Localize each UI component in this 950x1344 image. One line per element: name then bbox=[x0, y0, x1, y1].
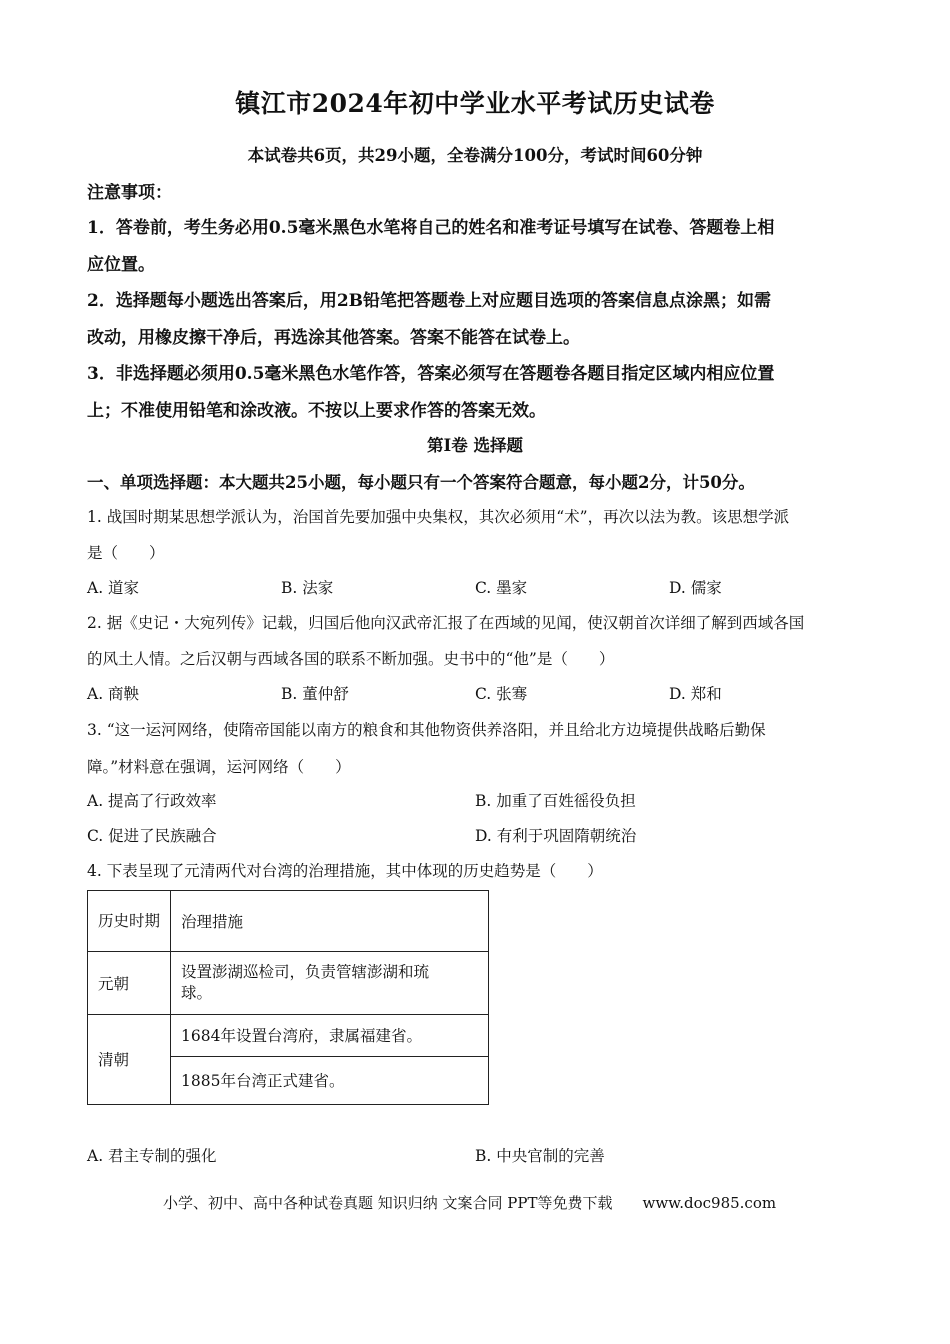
question-1-option-c: C. 墨家 bbox=[475, 579, 528, 597]
question-3-line-1: 3. “这一运河网络，使隋帝国能以南方的粮食和其他物资供养洛阳，并且给北方边境提供战略后勤保 bbox=[87, 721, 766, 739]
question-1-line-2: 是（ ） bbox=[87, 544, 165, 562]
section-title: 第Ⅰ卷 选择题 bbox=[427, 436, 523, 455]
question-4-line-1: 4. 下表呈现了元清两代对台湾的治理措施，其中体现的历史趋势是（ ） bbox=[87, 862, 603, 880]
question-2-line-1: 2. 据《史记・大宛列传》记载，归国后他向汉武帝汇报了在西域的见闻，使汉朝首次详细了解到西域各国 bbox=[87, 614, 805, 632]
question-1-option-b: B. 法家 bbox=[281, 579, 334, 597]
yuan-measure-cell: 设置澎湖巡检司，负责管辖澎湖和琉球。 bbox=[171, 952, 489, 1014]
question-1-option-d: D. 儒家 bbox=[669, 579, 722, 597]
qing-measure-1-cell: 1684年设置台湾府，隶属福建省。 bbox=[171, 1014, 489, 1056]
table-row bbox=[88, 891, 489, 952]
table-row bbox=[88, 952, 489, 1014]
question-2-option-d: D. 郑和 bbox=[669, 685, 722, 703]
question-2-line-2: 的风土人情。之后汉朝与西域各国的联系不断加强。史书中的“他”是（ ） bbox=[87, 650, 615, 668]
question-2-option-b: B. 董仲舒 bbox=[281, 685, 349, 703]
notice-item-3-line-1: 3．非选择题必须用0.5毫米黑色水笔作答，答案必须写在答题卷各题目指定区域内相应位置 bbox=[87, 364, 775, 384]
notice-item-1-line-1: 1．答卷前，考生务必用0.5毫米黑色水笔将自己的姓名和准考证号填写在试卷、答题卷上相 bbox=[87, 218, 775, 238]
question-3-option-c: C. 促进了民族融合 bbox=[87, 827, 217, 845]
governance-table bbox=[87, 890, 489, 1105]
qing-period-cell: 清朝 bbox=[88, 1014, 171, 1104]
question-1-option-a: A. 道家 bbox=[87, 579, 140, 597]
header-period-cell: 历史时期 bbox=[88, 891, 171, 952]
table-row bbox=[88, 1014, 489, 1056]
question-1-line-1: 1. 战国时期某思想学派认为，治国首先要加强中央集权，其次必须用“术”，再次以法为教。该思想学派 bbox=[87, 508, 790, 526]
exam-title: 镇江市2024年初中学业水平考试历史试卷 bbox=[235, 89, 715, 118]
notice-item-1-line-2: 应位置。 bbox=[87, 255, 155, 275]
notice-heading: 注意事项： bbox=[87, 183, 172, 203]
part-one-instructions: 一、单项选择题：本大题共25小题，每小题只有一个答案符合题意，每小题2分，计50分。 bbox=[87, 473, 755, 492]
question-4-option-b: B. 中央官制的完善 bbox=[475, 1147, 605, 1165]
question-2-option-a: A. 商鞅 bbox=[87, 685, 140, 703]
question-3-option-d: D. 有利于巩固隋朝统治 bbox=[475, 827, 637, 845]
notice-item-2-line-2: 改动，用橡皮擦干净后，再选涂其他答案。答案不能答在试卷上。 bbox=[87, 328, 580, 348]
question-3-option-a: A. 提高了行政效率 bbox=[87, 792, 217, 810]
page-footer: 小学、初中、高中各种试卷真题 知识归纳 文案合同 PPT等免费下载 www.doc985.com bbox=[163, 1194, 777, 1212]
question-3-option-b: B. 加重了百姓徭役负担 bbox=[475, 792, 636, 810]
question-2-option-c: C. 张骞 bbox=[475, 685, 528, 703]
exam-subtitle: 本试卷共6页，共29小题，全卷满分100分，考试时间60分钟 bbox=[247, 146, 703, 165]
notice-item-3-line-2: 上；不准使用铅笔和涂改液。不按以上要求作答的答案无效。 bbox=[87, 401, 546, 421]
qing-measure-2-cell: 1885年台湾正式建省。 bbox=[171, 1056, 489, 1104]
header-measure-cell: 治理措施 bbox=[171, 891, 489, 952]
notice-item-2-line-1: 2．选择题每小题选出答案后，用2B铅笔把答题卷上对应题目选项的答案信息点涂黑；如需 bbox=[87, 291, 772, 311]
yuan-period-cell: 元朝 bbox=[88, 952, 171, 1014]
question-3-line-2: 障。”材料意在强调，运河网络（ ） bbox=[87, 758, 351, 776]
question-4-option-a: A. 君主专制的强化 bbox=[87, 1147, 217, 1165]
